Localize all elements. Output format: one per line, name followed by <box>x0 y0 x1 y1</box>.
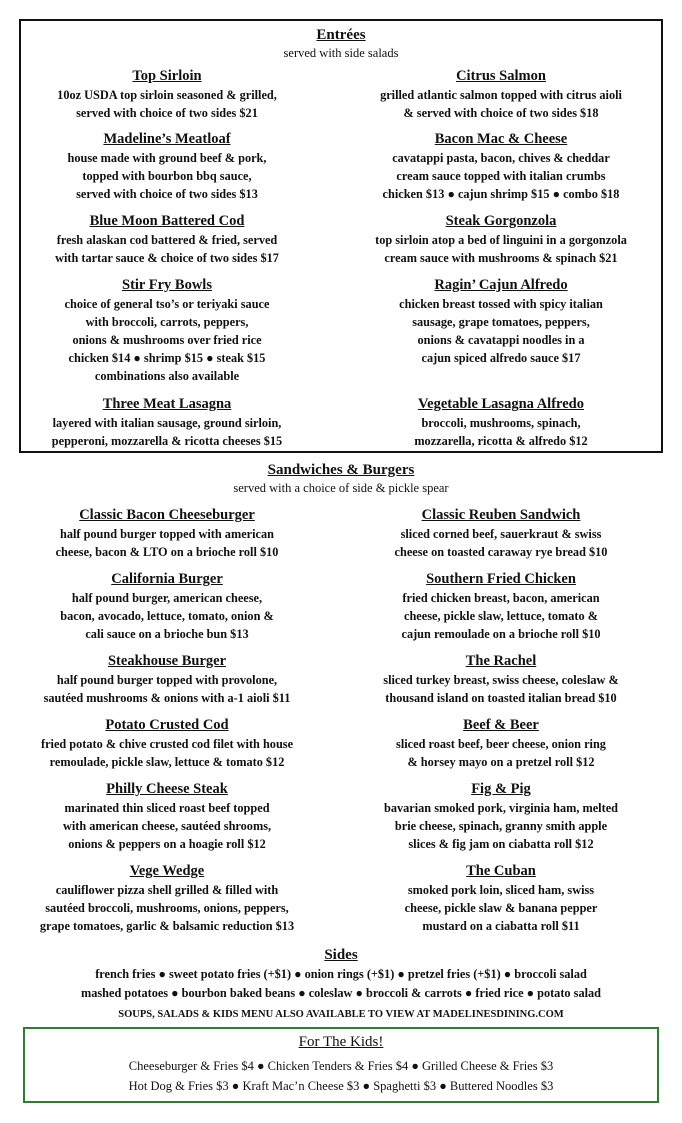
item-name: Steakhouse Burger <box>107 653 227 669</box>
menu-item <box>336 780 666 853</box>
item-name: Classic Reuben Sandwich <box>421 507 581 523</box>
kids-title: For The Kids! <box>298 1034 384 1050</box>
item-description-line: cheese, pickle slaw & banana pepper <box>404 901 598 915</box>
item-description-line: layered with italian sausage, ground sirloin, <box>52 416 282 430</box>
item-name: Classic Bacon Cheeseburger <box>79 507 255 523</box>
item-name: Steak Gorgonzola <box>445 213 557 229</box>
item-description-line: served with choice of two sides $13 <box>76 187 258 201</box>
item-description-line: chicken $13 ● cajun shrimp $15 ● combo $18 <box>382 187 620 201</box>
item-description-line: marinated thin sliced roast beef topped <box>64 801 270 815</box>
menu-item <box>2 506 332 561</box>
item-name: Top Sirloin <box>132 68 202 84</box>
item-description-line: onions & mushrooms over fried rice <box>72 333 262 347</box>
item-name: Southern Fried Chicken <box>426 571 576 587</box>
menu-item <box>336 395 666 450</box>
menu-item <box>336 67 666 122</box>
item-name: Beef & Beer <box>463 717 539 733</box>
sandwiches-title: Sandwiches & Burgers <box>267 462 415 478</box>
item-description-line: sliced corned beef, sauerkraut & swiss <box>400 527 602 541</box>
menu-item <box>336 716 666 771</box>
item-description-line: cauliflower pizza shell grilled & filled with <box>55 883 279 897</box>
menu-item <box>2 862 332 935</box>
item-description-line: choice of general tso’s or teriyaki sauce <box>64 297 270 311</box>
item-description-line: cali sauce on a brioche bun $13 <box>85 627 249 641</box>
item-description-line: broccoli, mushrooms, spinach, <box>421 416 581 430</box>
menu-item <box>336 862 666 935</box>
item-name: Citrus Salmon <box>456 68 546 84</box>
menu-item <box>336 506 666 561</box>
item-description-line: fried potato & chive crusted cod filet with house <box>40 737 294 751</box>
item-description-line: house made with ground beef & pork, <box>67 151 267 165</box>
item-description-line: cheese, pickle slaw, lettuce, tomato & <box>404 609 598 623</box>
item-description-line: cajun spiced alfredo sauce $17 <box>421 351 581 365</box>
item-description-line: remoulade, pickle slaw, lettuce & tomato $12 <box>49 755 285 769</box>
item-description-line: mozzarella, ricotta & alfredo $12 <box>414 434 588 448</box>
menu-item <box>2 716 332 771</box>
menu-item <box>2 67 332 122</box>
item-description-line: half pound burger topped with provolone, <box>56 673 278 687</box>
item-description-line: half pound burger, american cheese, <box>71 591 263 605</box>
item-description-line: served with choice of two sides $21 <box>76 106 258 120</box>
item-description-line: cheese, bacon & LTO on a brioche roll $10 <box>55 545 279 559</box>
item-description-line: sliced roast beef, beer cheese, onion ring <box>396 737 606 751</box>
item-description-line: cheese on toasted caraway rye bread $10 <box>394 545 608 559</box>
item-description-line: onions & peppers on a hoagie roll $12 <box>68 837 266 851</box>
item-description-line: & served with choice of two sides $18 <box>403 106 599 120</box>
website-notice: SOUPS, SALADS & KIDS MENU ALSO AVAILABLE TO VIEW AT MADELINESDINING.COM <box>118 1009 564 1020</box>
item-description-line: pepperoni, mozzarella & ricotta cheeses $15 <box>51 434 283 448</box>
item-name: Potato Crusted Cod <box>105 717 229 733</box>
item-description-line: fried chicken breast, bacon, american <box>402 591 600 605</box>
item-description-line: mustard on a ciabatta roll $11 <box>422 919 580 933</box>
item-description-line: cream sauce topped with italian crumbs <box>396 169 606 183</box>
item-description-line: 10oz USDA top sirloin seasoned & grilled, <box>57 88 277 102</box>
kids-box <box>23 1027 659 1103</box>
item-description-line: half pound burger topped with american <box>60 527 274 541</box>
menu-item <box>336 276 666 367</box>
sandwiches-subtitle: served with a choice of side & pickle spear <box>233 481 449 495</box>
item-name: Philly Cheese Steak <box>106 781 228 797</box>
item-description-line: with broccoli, carrots, peppers, <box>85 315 249 329</box>
item-name: California Burger <box>111 571 223 587</box>
menu-item <box>336 212 666 267</box>
item-name: Vegetable Lasagna Alfredo <box>418 396 584 412</box>
item-description-line: sausage, grape tomatoes, peppers, <box>412 315 590 329</box>
item-description-line: grape tomatoes, garlic & balsamic reduction $13 <box>39 919 295 933</box>
menu-item <box>336 652 666 707</box>
entrees-subtitle: served with side salads <box>283 46 399 60</box>
item-description-line: cajun remoulade on a brioche roll $10 <box>401 627 601 641</box>
item-name: The Cuban <box>466 863 536 879</box>
menu-item <box>2 395 332 450</box>
item-name: Blue Moon Battered Cod <box>89 213 245 229</box>
menu-item <box>2 212 332 267</box>
item-description-line: sautéed mushrooms & onions with a-1 aioli $11 <box>43 691 291 705</box>
item-description-line: chicken $14 ● shrimp $15 ● steak $15 <box>68 351 266 365</box>
item-name: Vege Wedge <box>129 863 205 879</box>
menu-item <box>336 130 666 203</box>
menu-item <box>2 780 332 853</box>
item-name: Fig & Pig <box>471 781 531 797</box>
item-description-line: top sirloin atop a bed of linguini in a gorgonzola <box>375 233 627 247</box>
item-description-line: topped with bourbon bbq sauce, <box>82 169 252 183</box>
item-description-line: smoked pork loin, sliced ham, swiss <box>407 883 595 897</box>
item-description-line: onions & cavatappi noodles in a <box>417 333 585 347</box>
item-name: Three Meat Lasagna <box>102 396 232 412</box>
item-description-line: sliced turkey breast, swiss cheese, coleslaw & <box>383 673 619 687</box>
sides-title: Sides <box>324 947 358 963</box>
item-description-line: cavatappi pasta, bacon, chives & cheddar <box>392 151 610 165</box>
item-description-line: chicken breast tossed with spicy italian <box>399 297 603 311</box>
sides-line-1: french fries ● sweet potato fries (+$1) ● onion rings (+$1) ● pretzel fries (+$1) ● broccoli salad <box>95 967 587 981</box>
item-name: Bacon Mac & Cheese <box>434 131 568 147</box>
item-description-line: thousand island on toasted italian bread $10 <box>385 691 617 705</box>
item-name: Ragin’ Cajun Alfredo <box>434 277 568 293</box>
menu-item <box>2 570 332 643</box>
item-description-line: cream sauce with mushrooms & spinach $21 <box>384 251 618 265</box>
menu-item <box>2 276 332 385</box>
item-description-line: combinations also available <box>94 369 240 383</box>
item-description-line: sautéed broccoli, mushrooms, onions, peppers, <box>45 901 289 915</box>
item-description-line: fresh alaskan cod battered & fried, served <box>56 233 278 247</box>
item-description-line: bavarian smoked pork, virginia ham, melted <box>384 801 618 815</box>
menu-item <box>336 570 666 643</box>
item-description-line: & horsey mayo on a pretzel roll $12 <box>407 755 595 769</box>
item-description-line: grilled atlantic salmon topped with citrus aioli <box>380 88 622 102</box>
kids-line-2: Hot Dog & Fries $3 ● Kraft Mac’n Cheese $3 ● Spaghetti $3 ● Buttered Noodles $3 <box>128 1079 554 1093</box>
menu-item <box>2 652 332 707</box>
item-description-line: with tartar sauce & choice of two sides $17 <box>55 251 279 265</box>
kids-line-1: Cheeseburger & Fries $4 ● Chicken Tenders & Fries $4 ● Grilled Cheese & Fries $3 <box>128 1059 554 1073</box>
menu-item <box>2 130 332 203</box>
item-name: Stir Fry Bowls <box>122 277 212 293</box>
item-name: Madeline’s Meatloaf <box>103 131 231 147</box>
item-description-line: with american cheese, sautéed shrooms, <box>62 819 272 833</box>
entrees-title: Entrées <box>316 27 366 43</box>
item-description-line: slices & fig jam on ciabatta roll $12 <box>408 837 594 851</box>
item-description-line: brie cheese, spinach, granny smith apple <box>394 819 608 833</box>
item-name: The Rachel <box>465 653 537 669</box>
sides-line-2: mashed potatoes ● bourbon baked beans ● coleslaw ● broccoli & carrots ● fried rice ● potato salad <box>80 986 601 1000</box>
item-description-line: bacon, avocado, lettuce, tomato, onion & <box>60 609 274 623</box>
